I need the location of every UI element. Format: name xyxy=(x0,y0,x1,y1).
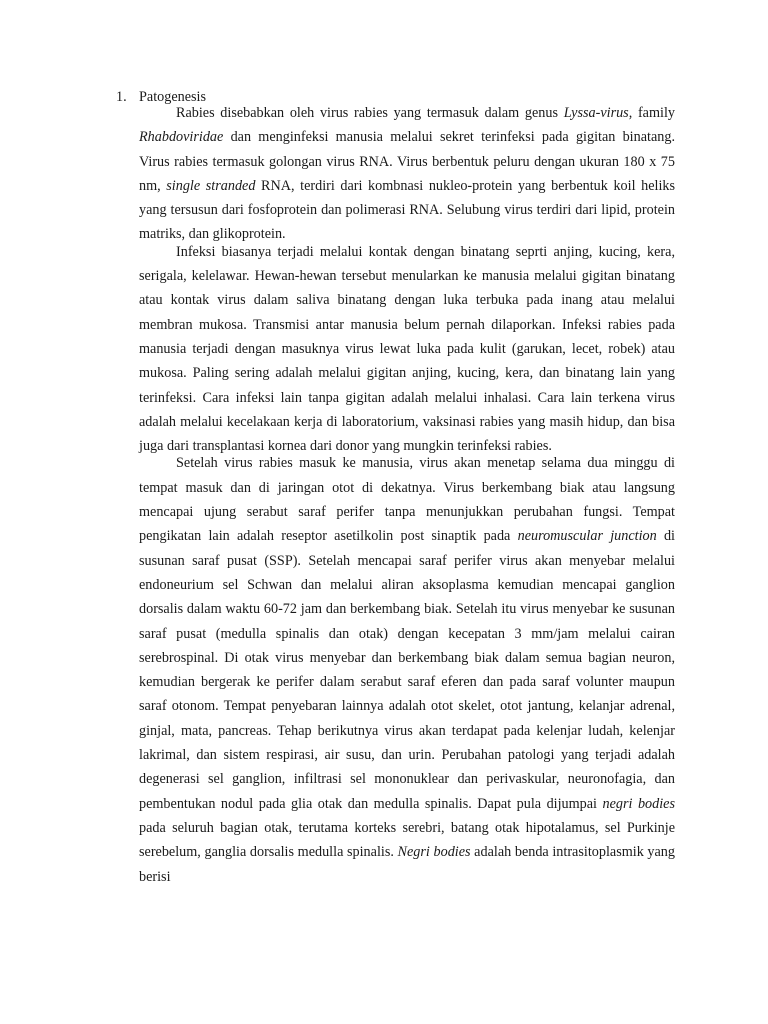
section-body xyxy=(139,101,675,889)
italic-term: Lyssa-virus xyxy=(563,105,629,121)
section-title: Patogenesis xyxy=(139,89,206,105)
text-run: Infeksi biasanya terjadi melalui kontak dengan binatang seprti anjing, kucing, kera, serigala, kelelawar. Hewan-hewan tersebut menularkan ke manusia melalui gigitan binatang atau kontak virus dalam saliva binatang dengan luka terbuka pada inang atau melalui membran mukosa. Transmisi antar manusia belum pernah dilaporkan. Infeksi rabies pada manusia terjadi dengan masuknya virus lewat luka pada kulit (garukan, lecet, robek) atau mukosa. Paling sering adalah melalui gigitan anjing, kucing, kera, dan binatang lain yang terinfeksi. Cara infeksi lain tanpa gigitan adalah melalui inhalasi. Cara lain terkena virus adalah melalui kecelakaan kerja di laboratorium, vaksinasi rabies yang masih hidup, dan bisa juga dari transplantasi kornea dari donor yang mungkin terinfeksi rabies. xyxy=(139,243,675,455)
text-run: pada seluruh bagian otak, terutama korteks serebri, batang otak hipotalamus, sel Purkinje serebelum, ganglia dorsalis medulla spinalis. xyxy=(139,819,675,861)
section-number: 1. xyxy=(116,89,127,105)
text-run: Setelah virus rabies masuk ke manusia, virus akan menetap selama dua minggu di tempat masuk dan di jaringan otot di dekatnya. Virus berkembang biak atau langsung mencapai ujung serabut saraf perifer tanpa menunjukkan perubahan fungsi. Tempat pengikatan lain adalah reseptor asetilkolin post sinaptik pada xyxy=(139,455,675,545)
text-run: di susunan saraf pusat (SSP). Setelah mencapai saraf perifer virus akan menyebar melalui endoneurium sel Schwan dan melalui aliran aksoplasma kemudian mencapai ganglion dorsalis dalam waktu 60-72 jam dan berkembang biak. Setelah itu virus menyebar ke susunan saraf pusat (medulla spinalis dan otak) dengan kecepatan 3 mm/jam melalui cairan serebrospinal. Di otak virus menyebar dan berkembang biak dalam semua bagian neuron, kemudian bergerak ke perifer dalam serabut saraf eferen dan pada saraf volunter maupun saraf otonom. Tempat penyebaran lainnya adalah otot skelet, otot jantung, kelanjar adrenal, ginjal, mata, pancreas. Tehap berikutnya virus akan terdapat pada kelenjar ludah, kelenjar lakrimal, dan sistem respirasi, air susu, dan urin. Perubahan patologi yang terjadi adalah degenerasi sel ganglion, infiltrasi sel mononuklear dan perivaskular, neuronofagia, dan pembentukan nodul pada glia otak dan medulla spinalis. Dapat pula dijumpai xyxy=(139,528,675,812)
text-run: , family xyxy=(628,105,675,121)
italic-term: single stranded xyxy=(166,177,256,194)
paragraph xyxy=(139,101,675,247)
paragraph xyxy=(139,240,675,459)
italic-term: neuromuscular junction xyxy=(517,528,657,545)
text-run: Rabies disebabkan oleh virus rabies yang termasuk dalam genus xyxy=(176,105,564,121)
italic-term: negri bodies xyxy=(602,795,675,812)
italic-term: Negri bodies xyxy=(397,844,471,861)
paragraph xyxy=(139,451,675,888)
text-run: RNA, terdiri dari kombnasi nukleo-protein yang berbentuk koil heliks yang tersusun dari fosfoprotein dan polimerasi RNA. Selubung virus terdiri dari lipid, protein matriks, dan glikoprotein. xyxy=(139,177,676,243)
text-run: dan menginfeksi manusia melalui sekret terinfeksi pada gigitan binatang. Virus rabies termasuk golongan virus RNA. Virus berbentuk peluru dengan ukuran 180 x 75 nm, xyxy=(139,129,675,194)
text-run: adalah benda intrasitoplasmik yang berisi xyxy=(139,844,675,885)
italic-term: Rhabdoviridae xyxy=(139,129,224,146)
